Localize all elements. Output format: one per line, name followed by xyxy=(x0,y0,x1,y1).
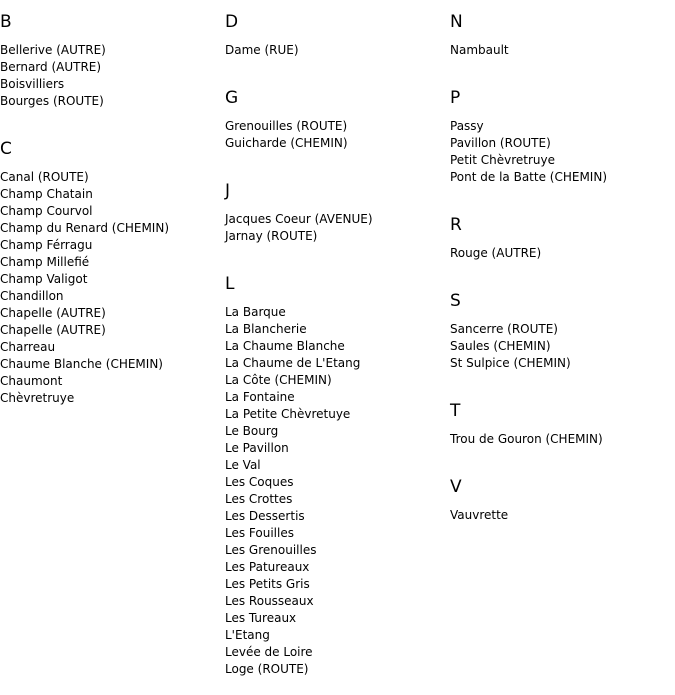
street-list xyxy=(225,42,373,59)
section-letter-heading: G xyxy=(225,88,239,108)
street-link[interactable]: Pavillon (ROUTE) xyxy=(450,136,551,150)
street-link[interactable]: La Côte (CHEMIN) xyxy=(225,373,332,387)
street-link[interactable]: La Chaume de L'Etang xyxy=(225,356,361,370)
group-spacer xyxy=(0,110,169,127)
street-link[interactable]: Trou de Gouron (CHEMIN) xyxy=(450,432,603,446)
street-link[interactable]: Loge (ROUTE) xyxy=(225,662,309,676)
street-link[interactable]: Boisvilliers xyxy=(0,77,65,91)
street-link[interactable]: Canal (ROUTE) xyxy=(0,170,89,184)
street-index-column-1 xyxy=(0,0,169,424)
section-letter-heading: J xyxy=(225,181,231,201)
letter-group-g xyxy=(225,88,373,169)
section-letter-heading: R xyxy=(450,215,462,235)
street-link[interactable]: Champ Férragu xyxy=(0,238,93,252)
section-letter-heading: V xyxy=(450,477,462,497)
group-spacer xyxy=(225,59,373,76)
street-link[interactable]: Les Coques xyxy=(225,475,294,489)
street-link[interactable]: Saules (CHEMIN) xyxy=(450,339,551,353)
street-link[interactable]: Les Crottes xyxy=(225,492,293,506)
street-link[interactable]: Les Dessertis xyxy=(225,509,305,523)
street-link[interactable]: Champ Courvol xyxy=(0,204,93,218)
street-link[interactable]: Chaume Blanche (CHEMIN) xyxy=(0,357,163,371)
section-letter-heading: D xyxy=(225,12,239,32)
street-link[interactable]: Bellerive (AUTRE) xyxy=(0,43,106,57)
street-list xyxy=(225,118,373,152)
street-list xyxy=(0,169,169,407)
section-letter-heading: N xyxy=(450,12,463,32)
street-link[interactable]: Nambault xyxy=(450,43,509,57)
letter-group-s xyxy=(450,291,607,389)
street-link[interactable]: Sancerre (ROUTE) xyxy=(450,322,558,336)
street-list xyxy=(450,42,607,59)
group-spacer xyxy=(0,407,169,424)
street-list xyxy=(0,42,169,110)
street-link[interactable]: Les Petits Gris xyxy=(225,577,310,591)
street-link[interactable]: Jacques Coeur (AVENUE) xyxy=(225,212,373,226)
street-link[interactable]: L'Etang xyxy=(225,628,270,642)
section-letter-heading: S xyxy=(450,291,461,311)
group-spacer xyxy=(450,372,607,389)
street-link[interactable]: Le Bourg xyxy=(225,424,279,438)
group-spacer xyxy=(450,448,607,465)
street-list xyxy=(450,118,607,186)
street-link[interactable]: Champ Chatain xyxy=(0,187,93,201)
letter-group-r xyxy=(450,215,607,279)
letter-group-l xyxy=(225,274,373,695)
street-link[interactable]: Champ Millefié xyxy=(0,255,90,269)
street-list xyxy=(450,431,607,448)
group-spacer xyxy=(450,524,607,541)
street-list xyxy=(450,245,607,262)
street-index-column-3 xyxy=(450,0,607,541)
street-link[interactable]: La Chaume Blanche xyxy=(225,339,345,353)
street-link[interactable]: Chandillon xyxy=(0,289,64,303)
group-spacer xyxy=(225,245,373,262)
street-link[interactable]: Charreau xyxy=(0,340,56,354)
street-link[interactable]: La Barque xyxy=(225,305,286,319)
street-link[interactable]: St Sulpice (CHEMIN) xyxy=(450,356,571,370)
street-link[interactable]: Chèvretruye xyxy=(0,391,75,405)
letter-group-d xyxy=(225,12,373,76)
street-link[interactable]: Chapelle (AUTRE) xyxy=(0,306,106,320)
street-link[interactable]: La Blancherie xyxy=(225,322,307,336)
letter-group-b xyxy=(0,12,169,127)
street-link[interactable]: Les Tureaux xyxy=(225,611,297,625)
street-list xyxy=(450,321,607,372)
street-link[interactable]: Chaumont xyxy=(0,374,63,388)
group-spacer xyxy=(450,262,607,279)
street-link[interactable]: Les Fouilles xyxy=(225,526,294,540)
street-list xyxy=(450,507,607,524)
letter-group-t xyxy=(450,401,607,465)
street-link[interactable]: Vauvrette xyxy=(450,508,509,522)
street-link[interactable]: Jarnay (ROUTE) xyxy=(225,229,318,243)
street-link[interactable]: Le Val xyxy=(225,458,261,472)
letter-group-n xyxy=(450,12,607,76)
group-spacer xyxy=(450,186,607,203)
street-link[interactable]: Levée de Loire xyxy=(225,645,313,659)
street-link[interactable]: Bourges (ROUTE) xyxy=(0,94,104,108)
street-link[interactable]: Passy xyxy=(450,119,484,133)
group-spacer xyxy=(225,678,373,695)
street-list xyxy=(225,304,373,678)
street-link[interactable]: Pont de la Batte (CHEMIN) xyxy=(450,170,608,184)
street-index-column-2 xyxy=(225,0,373,695)
street-link[interactable]: Les Rousseaux xyxy=(225,594,314,608)
section-letter-heading: T xyxy=(450,401,461,421)
letter-group-c xyxy=(0,139,169,424)
street-link[interactable]: Guicharde (CHEMIN) xyxy=(225,136,348,150)
section-letter-heading: C xyxy=(0,139,12,159)
letter-group-p xyxy=(450,88,607,203)
street-link[interactable]: La Petite Chèvretuye xyxy=(225,407,351,421)
street-link[interactable]: La Fontaine xyxy=(225,390,295,404)
street-link[interactable]: Les Patureaux xyxy=(225,560,310,574)
section-letter-heading: P xyxy=(450,88,461,108)
street-link[interactable]: Champ du Renard (CHEMIN) xyxy=(0,221,170,235)
street-link[interactable]: Le Pavillon xyxy=(225,441,289,455)
group-spacer xyxy=(450,59,607,76)
letter-group-v xyxy=(450,477,607,541)
section-letter-heading: B xyxy=(0,12,12,32)
street-link[interactable]: Rouge (AUTRE) xyxy=(450,246,542,260)
street-link[interactable]: Grenouilles (ROUTE) xyxy=(225,119,348,133)
street-link[interactable]: Dame (RUE) xyxy=(225,43,299,57)
street-link[interactable]: Chapelle (AUTRE) xyxy=(0,323,106,337)
street-link[interactable]: Champ Valigot xyxy=(0,272,88,286)
street-list xyxy=(225,211,373,245)
street-link[interactable]: Bernard (AUTRE) xyxy=(0,60,102,74)
section-letter-heading: L xyxy=(225,274,235,294)
street-link[interactable]: Les Grenouilles xyxy=(225,543,317,557)
letter-group-j xyxy=(225,181,373,262)
group-spacer xyxy=(225,152,373,169)
street-link[interactable]: Petit Chèvretruye xyxy=(450,153,555,167)
